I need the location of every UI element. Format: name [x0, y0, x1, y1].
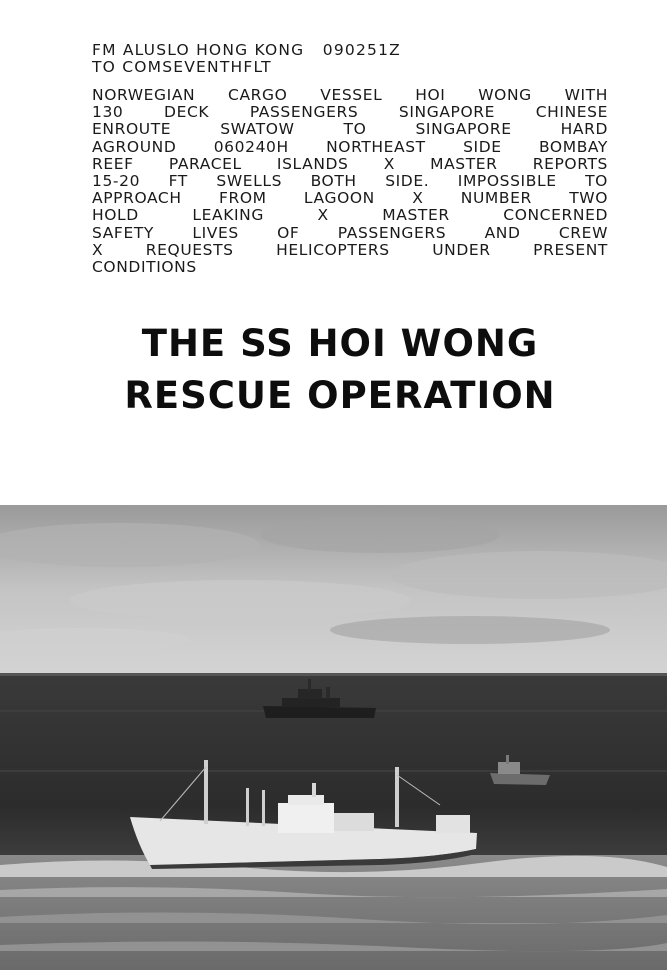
message-body-line: CONDITIONS — [92, 258, 197, 277]
rescue-photo — [0, 505, 667, 970]
message-body-line: SAFETY LIVES OF PASSENGERS AND CREW — [92, 223, 608, 242]
message-body-line: ENROUTE SWATOW TO SINGAPORE HARD — [92, 120, 608, 139]
message-body-line: REEF PARACEL ISLANDS X MASTER REPORTS — [92, 154, 608, 173]
message-from-line: FM ALUSLO HONG KONG 090251Z — [92, 41, 401, 59]
message-body-line: X REQUESTS HELICOPTERS UNDER PRESENT — [92, 240, 608, 259]
message-body-line: 130 DECK PASSENGERS SINGAPORE CHINESE — [92, 103, 608, 122]
message-body-line: APPROACH FROM LAGOON X NUMBER TWO — [92, 189, 608, 208]
message-header — [92, 42, 612, 76]
message-body-line: NORWEGIAN CARGO VESSEL HOI WONG WITH — [92, 86, 608, 104]
title-line-1: THE SS HOI WONG — [141, 322, 539, 365]
sky — [0, 505, 667, 675]
message-body — [92, 87, 608, 276]
message-body-line: HOLD LEAKING X MASTER CONCERNED — [92, 206, 608, 225]
page-title — [80, 318, 600, 422]
reef-surf — [0, 855, 667, 970]
message-to-line: TO COMSEVENTHFLT — [92, 58, 272, 76]
message-body-line: 15-20 FT SWELLS BOTH SIDE. IMPOSSIBLE TO — [92, 172, 608, 191]
title-line-2: RESCUE OPERATION — [124, 374, 556, 417]
message-body-line: AGROUND 060240H NORTHEAST SIDE BOMBAY — [92, 137, 608, 156]
